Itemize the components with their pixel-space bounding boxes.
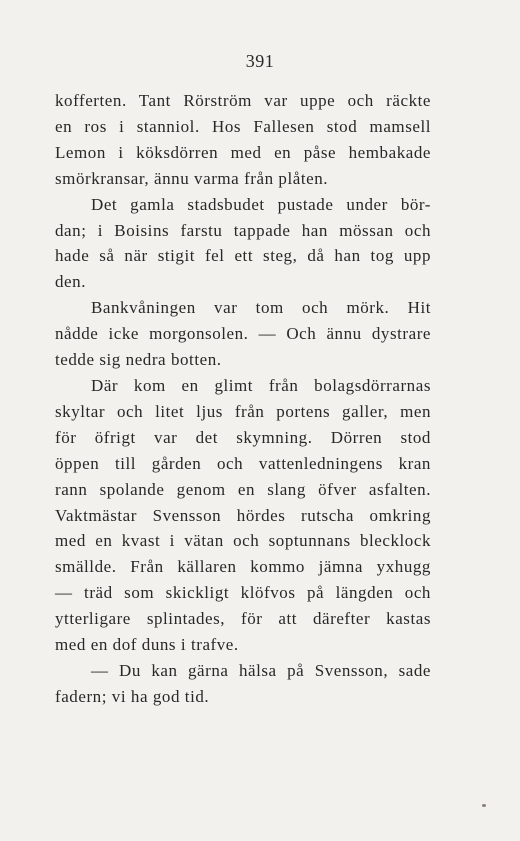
paragraph-5 xyxy=(55,658,431,710)
text-line: smörkransar, ännu varma från plåten. xyxy=(55,168,329,188)
text-line: Lemon i köksdörren med en påse hembakade xyxy=(55,142,431,162)
text-line: rann spolande genom en slang öfver asfalten. xyxy=(55,479,431,499)
text-line: Där kom en glimt från bolagsdörrarnas xyxy=(91,375,431,395)
text-line: med en kvast i vätan och soptunnans blecklock xyxy=(55,531,431,551)
paragraph-3 xyxy=(55,295,431,373)
text-line: tedde sig nedra botten. xyxy=(55,350,222,370)
text-line: dan; i Boisins farstu tappade han mössan och xyxy=(55,220,431,240)
text-line: en ros i stanniol. Hos Fallesen stod mamsell xyxy=(55,116,431,136)
text-line: smällde. Från källaren kommo jämna yxhugg xyxy=(55,557,431,577)
paragraph-2 xyxy=(55,192,431,296)
page-number: 391 xyxy=(245,51,275,71)
body-text xyxy=(55,88,431,710)
text-line: hade så när stigit fel ett steg, då han tog upp xyxy=(55,246,431,266)
text-line: Bankvåningen var tom och mörk. Hit xyxy=(91,298,431,318)
text-line: skyltar och litet ljus från portens galler, men xyxy=(55,401,431,421)
print-speck xyxy=(482,804,486,807)
text-line: med en dof duns i trafve. xyxy=(55,635,239,655)
text-line: för öfrigt var det skymning. Dörren stod xyxy=(55,427,431,447)
text-line: — Du kan gärna hälsa på Svensson, sade xyxy=(91,660,431,680)
text-line: den. xyxy=(55,272,86,292)
text-line: kofferten. Tant Rörström var uppe och räckte xyxy=(55,91,431,110)
text-line: Det gamla stadsbudet pustade under bör- xyxy=(91,194,431,214)
paragraph-1 xyxy=(55,88,431,192)
paragraph-4 xyxy=(55,373,431,658)
text-line: nådde icke morgonsolen. — Och ännu dystrare xyxy=(55,324,431,344)
text-line: ytterligare splintades, för att därefter kastas xyxy=(55,609,431,629)
text-line: fadern; vi ha god tid. xyxy=(55,686,210,706)
text-line: öppen till gården och vattenledningens kran xyxy=(55,453,431,473)
text-line: — träd som skickligt klöfvos på längden och xyxy=(55,583,431,603)
text-line: Vaktmästar Svensson hördes rutscha omkring xyxy=(55,505,431,525)
